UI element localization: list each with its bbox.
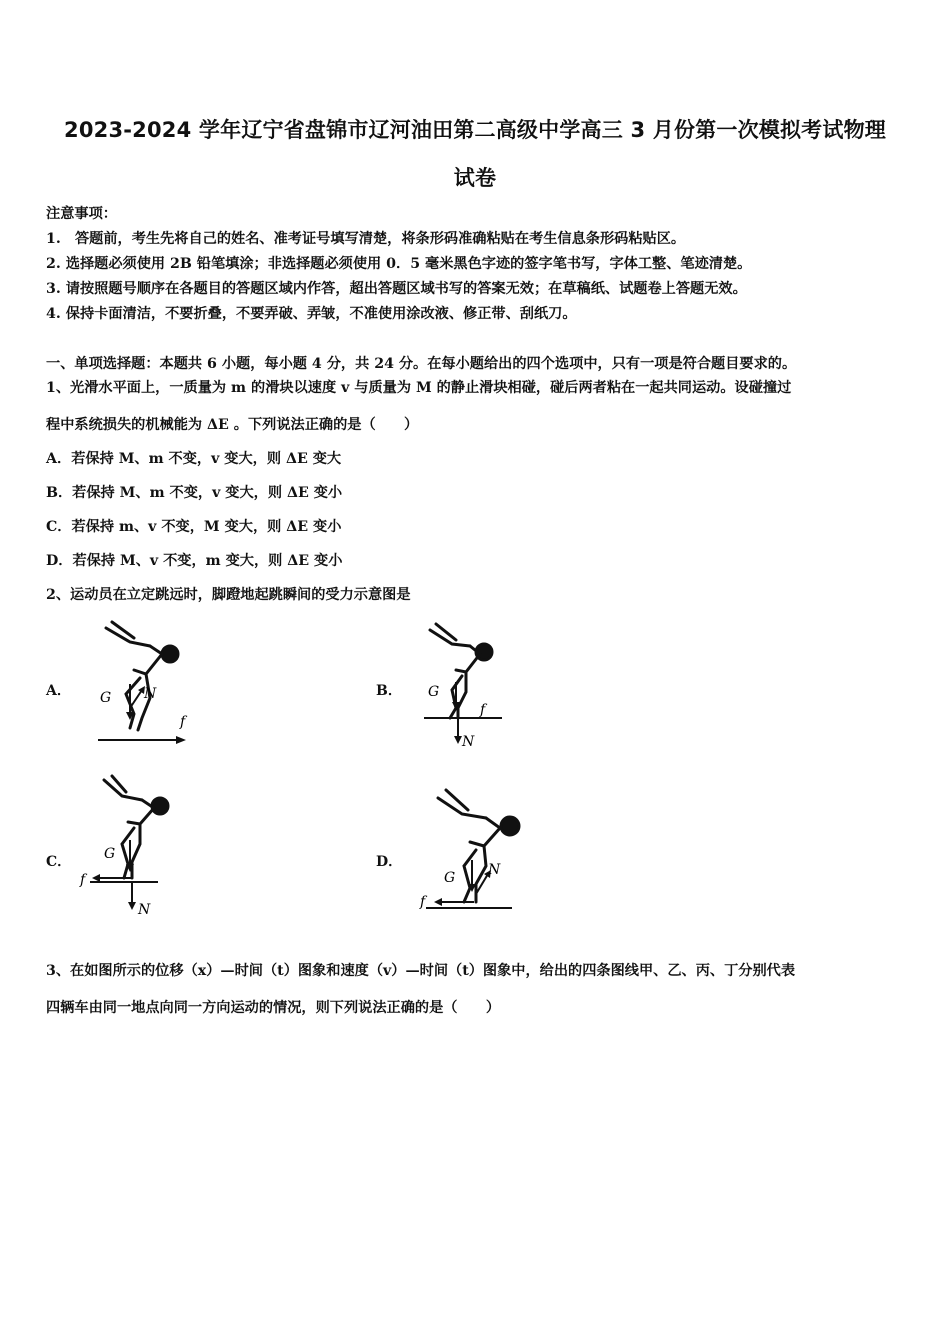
normal-force-arrow: [476, 874, 488, 894]
notice-heading: 注意事项：: [46, 206, 117, 222]
label-g: G: [100, 690, 112, 706]
force-diagram-c: [76, 774, 186, 920]
question-2-option-b-label: B．: [376, 683, 402, 699]
question-1-option-c: C．若保持 m、v 不变，M 变大，则 ΔE 变小: [46, 519, 342, 535]
arrow-head-icon: [128, 902, 136, 910]
paper-title-line1: 2023-2024 学年辽宁省盘锦市辽河油田第二高级中学高三 3 月份第一次模拟考试物理: [64, 118, 886, 142]
normal-force-arrow: [130, 690, 142, 708]
notice-item: 3. 请按照题号顺序在各题目的答题区域内作答，超出答题区域书写的答案无效；在草稿纸、试题卷上答题无效。: [46, 281, 747, 297]
label-f: f: [180, 714, 186, 730]
label-n: N: [488, 862, 501, 878]
question-3-stem: 3、在如图所示的位移（x）—时间（t）图象和速度（v）—时间（t）图象中，给出的四条图线甲、乙、丙、丁分别代表: [46, 963, 796, 979]
question-1-stem: 1、光滑水平面上，一质量为 m 的滑块以速度 v 与质量为 M 的静止滑块相碰，碰后两者粘在一起共同运动。设碰撞过: [46, 380, 792, 396]
question-2-stem: 2、运动员在立定跳远时，脚蹬地起跳瞬间的受力示意图是: [46, 587, 411, 603]
label-f: f: [80, 872, 86, 888]
label-g: G: [444, 870, 456, 886]
question-1-option-a: A．若保持 M、m 不变，v 变大，则 ΔE 变大: [46, 451, 342, 467]
label-g: G: [104, 846, 116, 862]
arrow-head-icon: [92, 874, 100, 882]
question-1-option-d: D．若保持 M、v 不变，m 变大，则 ΔE 变小: [46, 553, 343, 569]
arrow-head-icon: [434, 898, 442, 906]
question-2-option-d-label: D．: [376, 854, 403, 870]
question-1-option-b: B．若保持 M、m 不变，v 变大，则 ΔE 变小: [46, 485, 343, 501]
arrow-head-icon: [176, 736, 186, 744]
force-diagram-a: [90, 618, 200, 748]
notice-item: 4. 保持卡面清洁，不要折叠，不要弄破、弄皱，不准使用涂改液、修正带、刮纸刀。: [46, 306, 577, 322]
notice-item: 2. 选择题必须使用 2B 铅笔填涂；非选择题必须使用 0．5 毫米黑色字迹的签字笔书写，字体工整、笔迹清楚。: [46, 256, 752, 272]
question-2-option-c-label: C．: [46, 854, 72, 870]
athlete-figure: [106, 622, 178, 730]
label-n: N: [462, 734, 475, 750]
label-g: G: [428, 684, 440, 700]
notice-item: 1. 答题前，考生先将自己的姓名、准考证号填写清楚，将条形码准确粘贴在考生信息条形码粘贴区。: [46, 231, 686, 247]
force-diagram-b: [418, 622, 528, 752]
question-2-option-a-label: A．: [46, 683, 71, 699]
section-heading: 一、单项选择题：本题共 6 小题，每小题 4 分，共 24 分。在每小题给出的四个选项中，只有一项是符合题目要求的。: [46, 356, 797, 372]
label-f: f: [480, 702, 486, 718]
arrow-head-icon: [454, 736, 462, 744]
paper-title-line2: 试卷: [453, 166, 497, 190]
question-3-stem-cont: 四辆车由同一地点向同一方向运动的情况，则下列说法正确的是（ ）: [46, 1000, 501, 1016]
question-1-stem-cont: 程中系统损失的机械能为 ΔE 。下列说法正确的是（ ）: [46, 417, 419, 433]
label-n: N: [144, 686, 157, 702]
force-diagram-d: [414, 784, 534, 920]
label-n: N: [138, 902, 151, 918]
label-f: f: [420, 894, 426, 910]
athlete-figure: [104, 776, 168, 878]
